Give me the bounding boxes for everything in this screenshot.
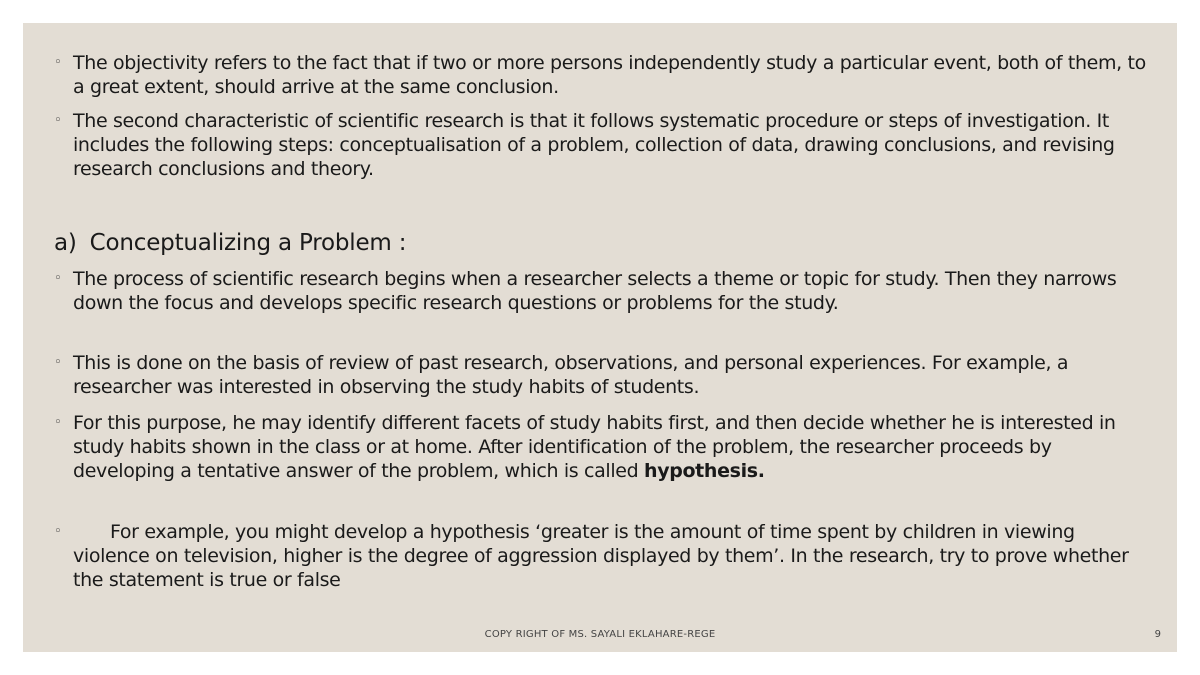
heading-text: Conceptualizing a Problem : [89,230,407,256]
bullet-text: For this purpose, he may identify different facets of study habits first, and then decide whether he is interested in study habits shown in the class or at home. After identification of the problem, the researcher proceeds by developing a tentative answer of the problem, which is called [73,412,1116,482]
bullet-review-basis [23,351,1177,399]
top-bullet-list [23,51,1177,99]
hypothesis-term: hypothesis. [644,460,765,482]
bullet-text: The objectivity refers to the fact that if two or more persons independently study a particular event, both of them, to a great extent, should arrive at the same conclusion. [73,52,1146,98]
bullet-block-2 [23,351,1177,399]
bullet-marker: ◦ [54,524,62,539]
bullet-block-4 [23,520,1177,592]
bullet-marker: ◦ [54,355,62,370]
top-bullet-list-2 [23,109,1177,181]
bullet-marker: ◦ [54,415,62,430]
bullet-block-1 [23,267,1177,315]
slide [23,23,1177,652]
heading-letter: a) [54,230,77,256]
bullet-marker: ◦ [54,55,62,70]
bullet-hypothesis-example [23,520,1177,592]
bullet-text: The process of scientific research begins when a researcher selects a theme or topic for study. Then they narrows down the focus and develops specific research questions or problems for the study. [73,268,1117,314]
bullet-process-begins [23,267,1177,315]
bullet-block-3 [23,411,1177,483]
section-heading [54,229,406,257]
bullet-systematic-procedure [23,109,1177,181]
bullet-facets [23,411,1177,483]
footer-copyright: COPY RIGHT OF MS. SAYALI EKLAHARE-REGE [484,629,716,640]
bullet-marker: ◦ [54,271,62,286]
bullet-marker: ◦ [54,113,62,128]
bullet-text: The second characteristic of scientific research is that it follows systematic procedure or steps of investigation. It includes the following steps: conceptualisation of a problem, collection of data, drawing conclusions, and revising research conclusions and theory. [73,110,1115,180]
bullet-objectivity [23,51,1177,99]
bullet-text: This is done on the basis of review of past research, observations, and personal experiences. For example, a researcher was interested in observing the study habits of students. [73,352,1069,398]
bullet-text: For example, you might develop a hypothesis ‘greater is the amount of time spent by children in viewing violence on television, higher is the degree of aggression displayed by them’. In the research, try to prove whether the statement is true or false [73,521,1129,591]
page-number: 9 [1154,629,1161,640]
